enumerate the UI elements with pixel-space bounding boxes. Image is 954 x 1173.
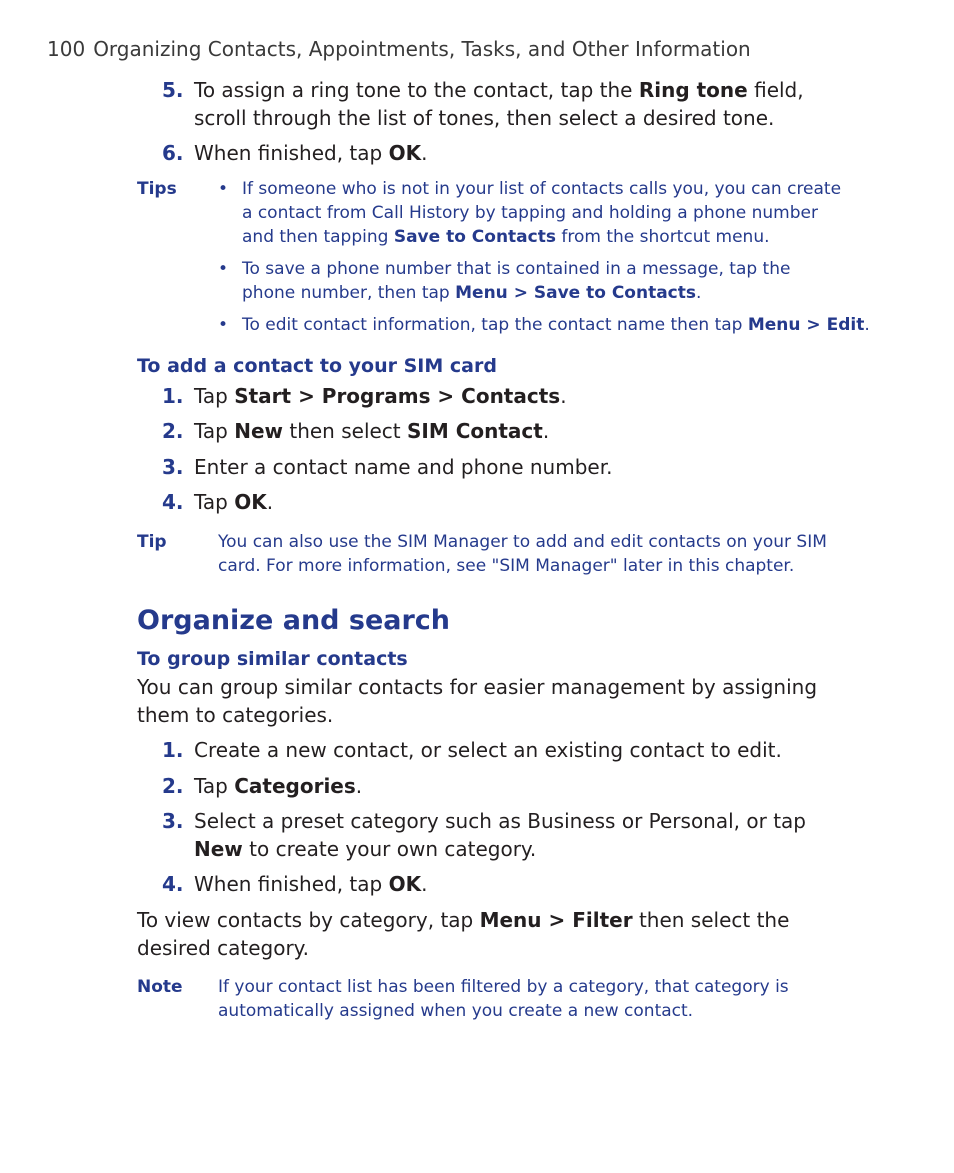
step-number: 2.: [162, 774, 184, 798]
tips-label: Tips: [137, 179, 177, 199]
step-number: 5.: [162, 78, 184, 102]
tip-text: You can also use the SIM Manager to add and edit contacts on your SIM card. For more information, see "SIM Manager" later in this chapter.: [218, 532, 827, 576]
page-number: 100: [47, 37, 86, 61]
bullet-icon: •: [218, 179, 229, 199]
tip-item: To save a phone number that is contained in a message, tap the phone number, then tap Menu > Save to Contacts.: [242, 259, 791, 303]
step-text: Tap New then select SIM Contact.: [194, 419, 550, 443]
step-text: Enter a contact name and phone number.: [194, 455, 613, 479]
sim-step-4: [138, 488, 858, 516]
step-text: Tap Categories.: [194, 774, 363, 798]
step-number: 2.: [162, 419, 184, 443]
group-step-2: [138, 772, 858, 800]
step-number: 4.: [162, 872, 184, 896]
step-text: Tap Start > Programs > Contacts.: [194, 384, 567, 408]
group-step-3: [138, 807, 858, 863]
step-text: When finished, tap OK.: [194, 872, 428, 896]
chapter-title: Organizing Contacts, Appointments, Tasks, and Other Information: [93, 37, 751, 61]
group-step-4: [138, 870, 858, 898]
group-step-1: [138, 736, 858, 764]
sim-heading: To add a contact to your SIM card: [137, 355, 497, 377]
step-number: 3.: [162, 809, 184, 833]
step-text: When finished, tap OK.: [194, 141, 428, 165]
bullet-icon: •: [218, 315, 229, 335]
tip-item: To edit contact information, tap the contact name then tap Menu > Edit.: [242, 315, 870, 335]
sim-step-1: [138, 382, 858, 410]
step-text: Select a preset category such as Business or Personal, or tap New to create your own category.: [194, 809, 806, 861]
page-header: [47, 37, 751, 61]
step-number: 3.: [162, 455, 184, 479]
bullet-icon: •: [218, 259, 229, 279]
step-number: 6.: [162, 141, 184, 165]
intro-paragraph: You can group similar contacts for easier management by assigning them to categories.: [137, 675, 818, 727]
step-number: 1.: [162, 384, 184, 408]
note-text: If your contact list has been filtered by a category, that category is automatically assigned when you create a new contact.: [218, 977, 789, 1021]
sim-step-2: [138, 417, 858, 445]
tip-item: If someone who is not in your list of contacts calls you, you can create a contact from Call History by tapping and holding a phone number and then tapping Save to Contacts from the shortcut menu.: [242, 179, 842, 247]
tip-label: Tip: [137, 532, 167, 552]
step-text: Tap OK.: [194, 490, 274, 514]
step-number: 4.: [162, 490, 184, 514]
step-5: [138, 76, 858, 132]
step-number: 1.: [162, 738, 184, 762]
note-label: Note: [137, 977, 183, 997]
step-text: Create a new contact, or select an existing contact to edit.: [194, 738, 782, 762]
section-title: Organize and search: [137, 605, 451, 636]
step-6: [138, 139, 858, 167]
filter-paragraph: To view contacts by category, tap Menu > Filter then select the desired category.: [137, 908, 790, 960]
step-text: To assign a ring tone to the contact, tap the Ring tone field, scroll through the list of tones, then select a desired tone.: [194, 78, 804, 130]
group-heading: To group similar contacts: [137, 648, 408, 670]
sim-step-3: [138, 453, 858, 481]
